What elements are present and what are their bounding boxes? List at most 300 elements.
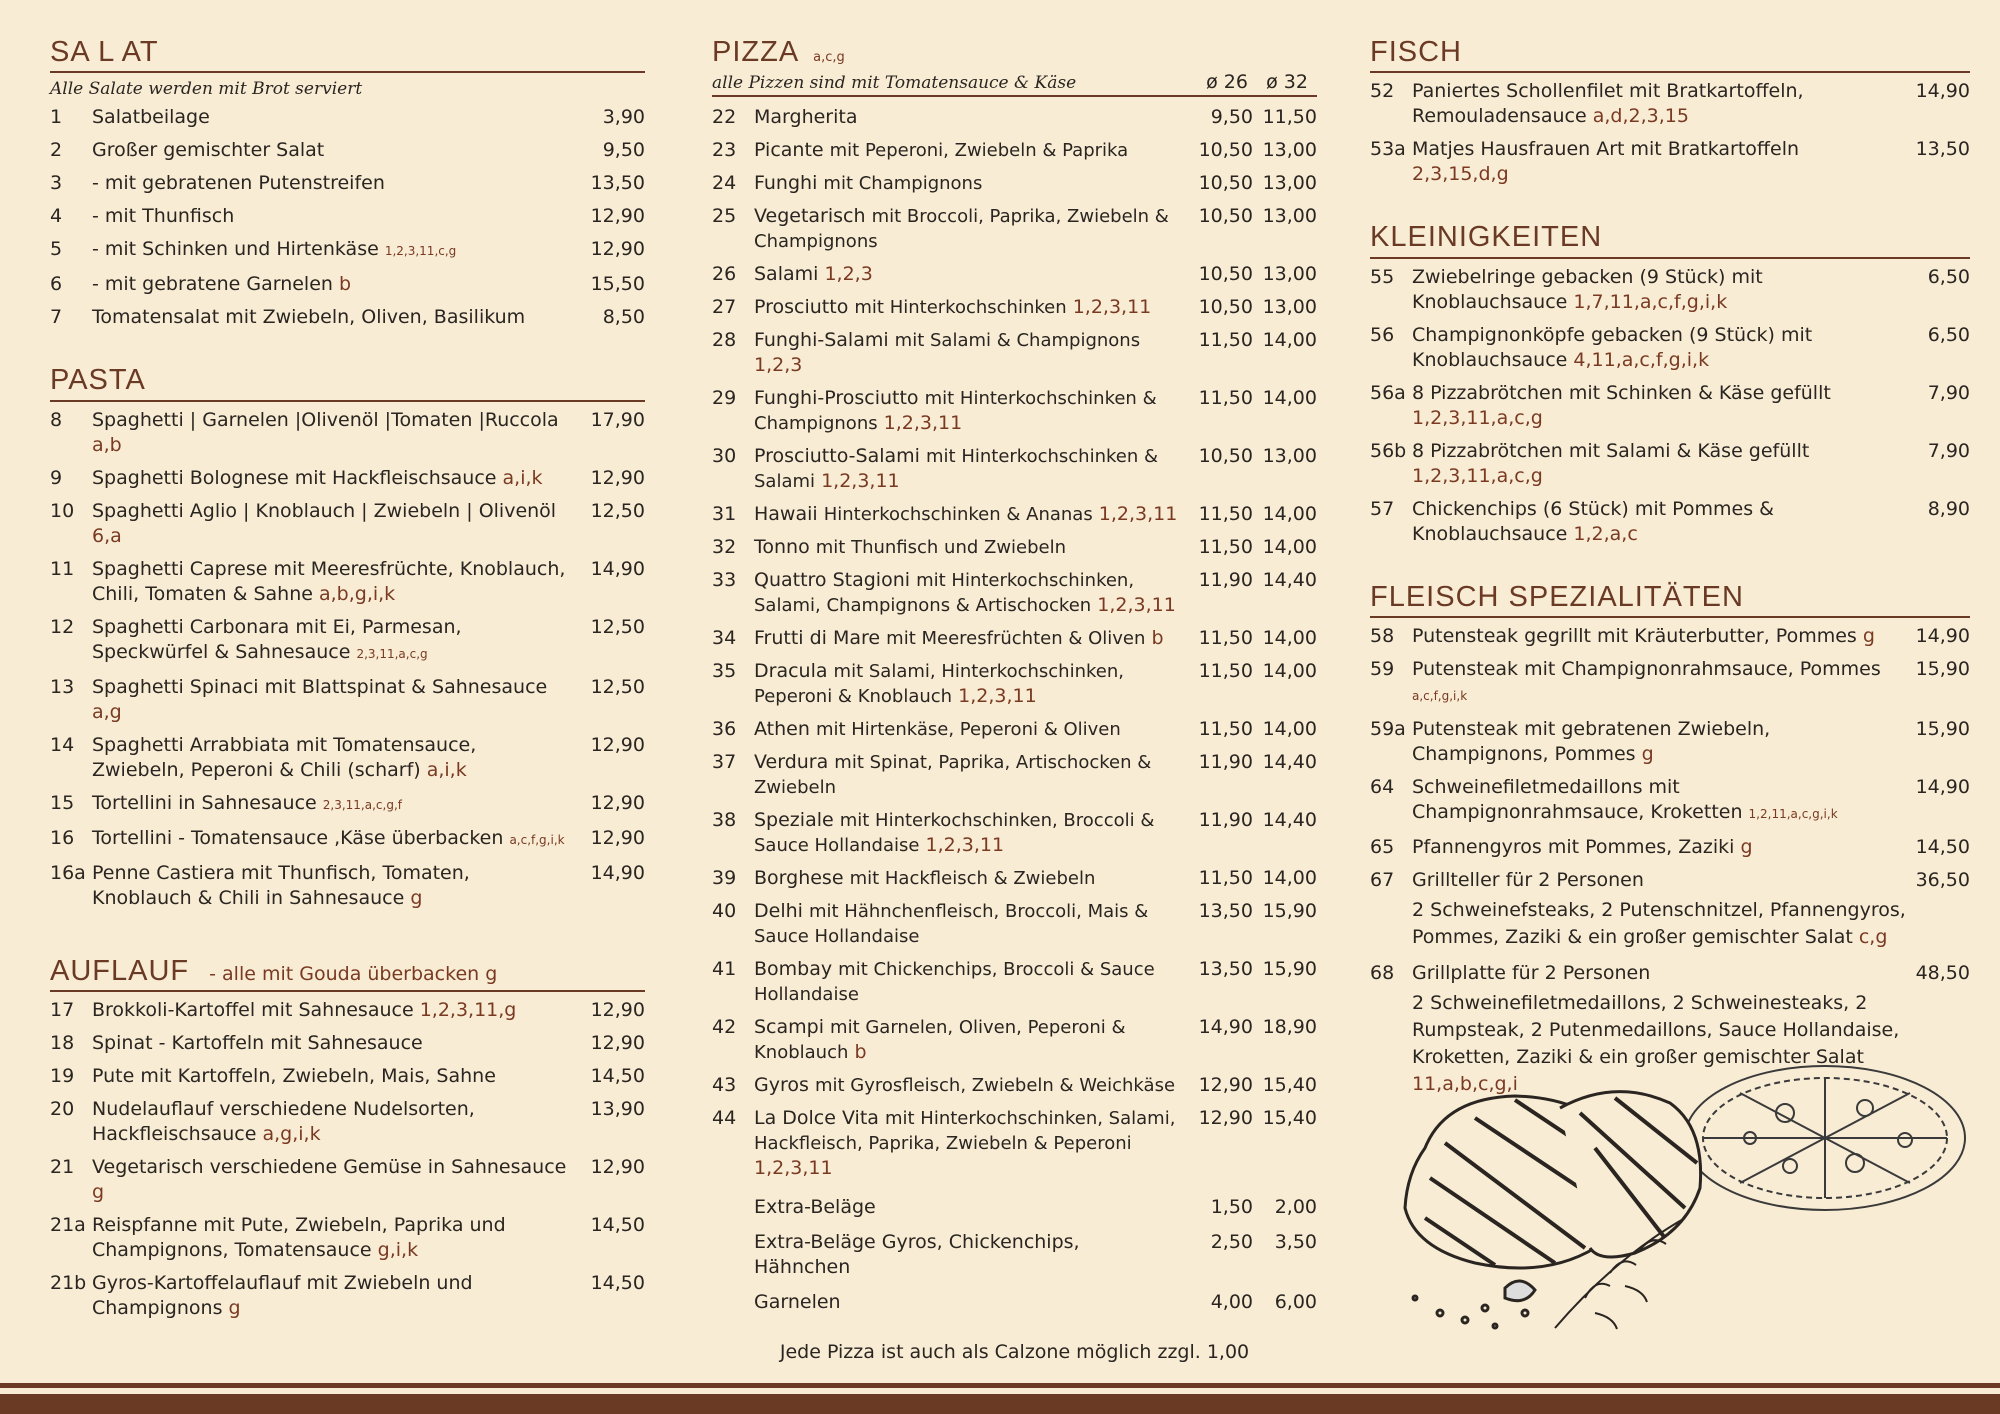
item-name: Tortellini - Tomatensauce ,Käse überbacken — [92, 826, 504, 849]
item-subtitle: mit Hinterkochschinken, Broccoli & Sauce Hollandaise — [754, 810, 1155, 857]
item-name: Großer gemischter Salat — [92, 139, 325, 162]
price-32: 14,00 — [1262, 329, 1317, 352]
allergen-codes: g — [1641, 743, 1654, 766]
item-name: Schweinefiletmedaillons mit Champignonrahmsauce, Kroketten — [1412, 776, 1743, 824]
item-number: 52 — [1370, 80, 1395, 103]
item-price: 13,50 — [1915, 138, 1970, 161]
menu-item — [712, 659, 1317, 709]
menu-item — [50, 1064, 645, 1089]
item-price: 14,50 — [590, 1272, 645, 1295]
item-subtitle: mit Spinat, Paprika, Artischocken & Zwiebeln — [754, 752, 1152, 799]
item-price: 15,90 — [1915, 718, 1970, 741]
item-description — [1412, 717, 1900, 767]
item-description — [754, 328, 1189, 378]
item-name: Spaghetti Bolognese mit Hackfleischsauce — [92, 466, 497, 489]
price-32: 14,00 — [1262, 718, 1317, 741]
footer-stripe-thin — [0, 1383, 2000, 1388]
item-subtitle: mit Salami & Champignons — [894, 330, 1141, 352]
item-description — [1412, 381, 1900, 431]
item-description — [1412, 657, 1900, 709]
price-32: 14,40 — [1262, 569, 1317, 592]
item-description — [1412, 497, 1900, 547]
item-name: La Dolce Vita — [754, 1107, 879, 1130]
price-26: 10,50 — [1198, 296, 1253, 319]
item-number: 41 — [712, 958, 737, 981]
menu-item — [50, 204, 645, 229]
item-price: 12,90 — [590, 238, 645, 261]
item-subtitle: mit Peperoni, Zwiebeln & Paprika — [829, 140, 1129, 162]
item-name: Extra-Beläge — [754, 1196, 876, 1219]
item-number: 16 — [50, 826, 75, 849]
item-name: Frutti di Mare — [754, 627, 881, 650]
allergen-codes: g — [410, 886, 423, 909]
menu-item — [712, 444, 1317, 494]
item-description — [754, 295, 1189, 320]
item-price: 12,50 — [590, 675, 645, 698]
item-price: 14,90 — [1915, 776, 1970, 799]
menu-item — [1370, 265, 1970, 315]
item-subtitle: mit Hackfleisch & Zwiebeln — [849, 868, 1096, 890]
item-price: 14,90 — [590, 861, 645, 884]
item-name: Borghese — [754, 867, 844, 890]
item-subtitle: mit Hähnchenfleisch, Broccoli, Mais & Sauce Hollandaise — [754, 901, 1149, 948]
menu-item — [712, 866, 1317, 891]
menu-item — [712, 568, 1317, 618]
pizza-subheader — [712, 71, 1317, 97]
menu-item — [50, 272, 645, 297]
price-26: 11,50 — [1198, 627, 1253, 650]
extra-row — [712, 1230, 1317, 1280]
item-description — [92, 615, 575, 667]
item-description — [754, 957, 1189, 1007]
item-number: 40 — [712, 900, 737, 923]
item-description — [92, 138, 575, 163]
item-subtitle: mit Thunfisch und Zwiebeln — [815, 537, 1067, 559]
item-price: 12,90 — [590, 1156, 645, 1179]
item-subtitle: Hinterkochschinken & Ananas — [823, 504, 1093, 526]
price-26: 11,50 — [1198, 329, 1253, 352]
allergen-codes: 2,3,11,a,c,g,f — [322, 797, 402, 812]
item-description — [92, 466, 575, 491]
allergen-codes: 1,2,3,11 — [958, 685, 1037, 708]
item-name: Putensteak gegrillt mit Kräuterbutter, Pommes — [1412, 625, 1857, 648]
footer-stripe — [0, 1394, 2000, 1414]
item-name: Pute mit Kartoffeln, Zwiebeln, Mais, Sahne — [92, 1065, 496, 1088]
menu-item — [712, 808, 1317, 858]
item-subtitle: mit Hinterkochschinken, Salami, Hackfleisch, Paprika, Zwiebeln & Peperoni — [754, 1108, 1176, 1155]
menu-item — [712, 105, 1317, 130]
menu-item — [1370, 497, 1970, 547]
item-description — [92, 1097, 575, 1147]
item-number: 53a — [1370, 138, 1406, 161]
item-number: 5 — [50, 238, 63, 261]
price-26: 10,50 — [1198, 263, 1253, 286]
item-price: 8,50 — [602, 306, 645, 329]
item-number: 20 — [50, 1098, 75, 1121]
item-subtitle: mit Chickenchips, Broccoli & Sauce Hollandaise — [754, 959, 1155, 1006]
price-26: 11,90 — [1198, 809, 1253, 832]
item-description — [92, 1213, 575, 1263]
item-name: Grillteller für 2 Personen — [1412, 869, 1644, 892]
item-name: - mit gebratene Garnelen — [92, 273, 333, 296]
price-26: 11,50 — [1198, 660, 1253, 683]
item-number: 22 — [712, 106, 737, 129]
item-description — [754, 386, 1189, 436]
item-number: 8 — [50, 408, 63, 431]
item-name: Spaghetti Spinaci mit Blattspinat & Sahnesauce — [92, 675, 548, 698]
item-description — [754, 171, 1189, 196]
menu-item — [50, 557, 645, 607]
menu-item — [50, 499, 645, 549]
extra-row — [712, 1290, 1317, 1315]
menu-item — [50, 791, 645, 818]
salat-header — [50, 36, 645, 73]
auflauf-header — [50, 955, 645, 992]
menu-item — [712, 502, 1317, 527]
item-description — [1412, 868, 1900, 893]
menu-item — [712, 386, 1317, 436]
fleisch-title: FLEISCH SPEZIALITÄTEN — [1370, 580, 1744, 613]
item-description — [1412, 624, 1900, 649]
item-price: 14,90 — [590, 557, 645, 580]
menu-item — [1370, 624, 1970, 649]
item-description — [754, 899, 1189, 949]
menu-item — [50, 826, 645, 853]
price-32: 14,00 — [1262, 387, 1317, 410]
allergen-codes: b — [1151, 627, 1164, 650]
price-32: 14,40 — [1262, 751, 1317, 774]
item-description — [1412, 265, 1900, 315]
item-number: 21b — [50, 1272, 87, 1295]
item-name: Tonno — [754, 536, 810, 559]
price-32: 13,00 — [1262, 139, 1317, 162]
price-32: 2,00 — [1274, 1196, 1317, 1219]
item-number: 18 — [50, 1032, 75, 1055]
item-number: 7 — [50, 306, 63, 329]
menu-item — [1370, 137, 1970, 187]
item-price: 12,90 — [590, 826, 645, 849]
item-price: 14,50 — [590, 1214, 645, 1237]
size-32-label: ø 32 — [1266, 71, 1308, 94]
kleinigkeiten-list — [1370, 265, 1970, 547]
food-illustration — [1385, 1058, 1970, 1358]
price-32: 13,00 — [1262, 445, 1317, 468]
pizza-header — [712, 36, 1317, 71]
item-price: 3,90 — [602, 106, 645, 129]
item-description — [92, 272, 575, 297]
item-name: - mit Thunfisch — [92, 205, 235, 228]
item-description — [754, 750, 1189, 800]
item-number: 21a — [50, 1214, 86, 1237]
item-number: 33 — [712, 569, 737, 592]
item-description — [754, 1290, 1189, 1315]
menu-item — [50, 861, 645, 911]
kleinigkeiten-section — [1370, 221, 1970, 546]
item-name: Bombay — [754, 958, 833, 981]
salat-section — [50, 36, 645, 330]
item-detail-text: 2 Schweinefsteaks, 2 Putenschnitzel, Pfannengyros, Pommes, Zaziki & ein großer gemischter Salat — [1412, 899, 1906, 949]
item-description — [754, 1195, 1189, 1220]
allergen-codes: g — [228, 1297, 241, 1320]
item-description — [1412, 137, 1900, 187]
item-number: 34 — [712, 627, 737, 650]
item-name: Tomatensalat mit Zwiebeln, Oliven, Basilikum — [92, 306, 526, 329]
item-name: Spaghetti Carbonara mit Ei, Parmesan, Speckwürfel & Sahnesauce — [92, 615, 462, 663]
item-number: 43 — [712, 1074, 737, 1097]
allergen-codes: a,b — [92, 433, 122, 456]
allergen-codes: 11,a,b,c,g,i — [1412, 1073, 1518, 1096]
item-description — [754, 717, 1189, 742]
item-price: 48,50 — [1915, 962, 1970, 985]
price-32: 13,00 — [1262, 296, 1317, 319]
price-26: 13,50 — [1198, 958, 1253, 981]
size-26-label: ø 26 — [1206, 71, 1248, 94]
menu-column-left — [50, 36, 645, 1329]
price-32: 15,40 — [1262, 1074, 1317, 1097]
item-name: Prosciutto — [754, 296, 849, 319]
menu-item — [712, 899, 1317, 949]
price-26: 12,90 — [1198, 1074, 1253, 1097]
item-number: 16a — [50, 861, 86, 884]
item-description — [92, 791, 575, 818]
menu-item — [50, 305, 645, 330]
price-26: 11,90 — [1198, 569, 1253, 592]
item-number: 58 — [1370, 625, 1395, 648]
allergen-codes: 6,a — [92, 524, 122, 547]
item-number: 68 — [1370, 962, 1395, 985]
menu-item — [712, 750, 1317, 800]
item-price: 14,50 — [1915, 836, 1970, 859]
item-name: Tortellini in Sahnesauce — [92, 791, 317, 814]
price-32: 3,50 — [1274, 1231, 1317, 1254]
price-26: 2,50 — [1210, 1231, 1253, 1254]
price-32: 14,40 — [1262, 809, 1317, 832]
item-description — [754, 626, 1189, 651]
item-number: 14 — [50, 733, 75, 756]
menu-item — [1370, 323, 1970, 373]
price-32: 14,00 — [1262, 867, 1317, 890]
allergen-codes: c,g — [1858, 926, 1888, 949]
item-name: Dracula — [754, 660, 828, 683]
item-price: 12,90 — [590, 466, 645, 489]
item-number: 59 — [1370, 658, 1395, 681]
price-26: 13,50 — [1198, 900, 1253, 923]
menu-item — [50, 171, 645, 196]
item-description — [1412, 961, 1900, 986]
item-name: Garnelen — [754, 1291, 841, 1314]
menu-item — [712, 1106, 1317, 1181]
item-name: Zwiebelringe gebacken (9 Stück) mit Knoblauchsauce — [1412, 265, 1763, 313]
menu-item — [1370, 439, 1970, 489]
price-26: 10,50 — [1198, 445, 1253, 468]
item-number: 65 — [1370, 836, 1395, 859]
item-name: Grillplatte für 2 Personen — [1412, 962, 1651, 985]
item-price: 12,90 — [590, 999, 645, 1022]
item-number: 6 — [50, 273, 63, 296]
menu-item — [50, 408, 645, 458]
auflauf-section — [50, 955, 645, 1321]
item-number: 30 — [712, 445, 737, 468]
allergen-codes: 1,2,3,11,a,c,g — [1412, 464, 1543, 487]
item-description — [1412, 835, 1900, 860]
kleinigkeiten-header — [1370, 221, 1970, 258]
item-name: Extra-Beläge Gyros, Chickenchips, Hähnchen — [754, 1231, 1080, 1279]
allergen-codes: b — [338, 273, 352, 296]
menu-item — [712, 295, 1317, 320]
menu-item — [712, 328, 1317, 378]
item-description — [754, 535, 1189, 560]
item-name: Picante — [754, 139, 824, 162]
item-price: 14,50 — [590, 1065, 645, 1088]
item-name: Pfannengyros mit Pommes, Zaziki — [1412, 836, 1735, 859]
item-subtitle: mit Hinterkochschinken & Salami — [754, 446, 1159, 493]
item-number: 24 — [712, 172, 737, 195]
pizza-icon — [1685, 1066, 1965, 1210]
item-description — [92, 861, 575, 911]
menu-item — [1370, 868, 1970, 893]
menu-item — [50, 675, 645, 725]
item-price: 15,50 — [590, 273, 645, 296]
item-number: 56 — [1370, 323, 1395, 346]
item-name: Funghi — [754, 172, 818, 195]
item-name: Scampi — [754, 1016, 824, 1039]
menu-item — [712, 717, 1317, 742]
item-number: 13 — [50, 675, 75, 698]
menu-column-right — [1370, 36, 1970, 1108]
price-32: 14,00 — [1262, 503, 1317, 526]
allergen-codes: g — [92, 1181, 105, 1204]
item-subtitle: mit Garnelen, Oliven, Peperoni & Knoblauch — [754, 1017, 1126, 1064]
item-price: 12,90 — [590, 205, 645, 228]
menu-item — [50, 1213, 645, 1263]
item-number: 26 — [712, 263, 737, 286]
item-number: 2 — [50, 139, 63, 162]
allergen-codes: 2,3,15,d,g — [1412, 163, 1509, 186]
item-description — [92, 733, 575, 783]
pizza-title-codes: a,c,g — [813, 50, 845, 65]
item-number: 23 — [712, 139, 737, 162]
price-32: 13,00 — [1262, 205, 1317, 228]
price-32: 18,90 — [1262, 1016, 1317, 1039]
item-description — [754, 866, 1189, 891]
price-32: 14,00 — [1262, 536, 1317, 559]
item-number: 29 — [712, 387, 737, 410]
item-description — [754, 105, 1189, 130]
kleinigkeiten-title: KLEINIGKEITEN — [1370, 221, 1603, 254]
item-number: 32 — [712, 536, 737, 559]
fisch-list — [1370, 79, 1970, 187]
menu-item — [712, 171, 1317, 196]
item-number: 12 — [50, 615, 75, 638]
allergen-codes: a,b,g,i,k — [318, 582, 396, 605]
price-26: 12,90 — [1198, 1107, 1253, 1130]
allergen-codes: 2,3,11,a,c,g — [356, 646, 428, 661]
item-description — [754, 808, 1189, 858]
allergen-codes: a,c,f,g,i,k — [509, 832, 565, 847]
allergen-codes: 1,2,3,11 — [883, 412, 963, 435]
menu-item — [1370, 717, 1970, 767]
item-number: 42 — [712, 1016, 737, 1039]
item-price: 8,90 — [1927, 497, 1970, 520]
fisch-title: FISCH — [1370, 36, 1462, 68]
item-description — [92, 105, 575, 130]
auflauf-title: AUFLAUF — [50, 954, 190, 987]
item-price: 12,50 — [590, 615, 645, 638]
item-price: 36,50 — [1915, 869, 1970, 892]
item-number: 21 — [50, 1156, 75, 1179]
salat-title: SA L AT — [50, 36, 159, 68]
allergen-codes: a,c,f,g,i,k — [1412, 689, 1468, 704]
item-description — [92, 237, 575, 264]
menu-item — [712, 204, 1317, 254]
item-name: Margherita — [754, 106, 858, 129]
item-name: 8 Pizzabrötchen mit Salami & Käse gefüllt — [1412, 439, 1810, 462]
item-name: Penne Castiera mit Thunfisch, Tomaten, Knoblauch & Chili in Sahnesauce — [92, 861, 470, 909]
item-name: Speziale — [754, 809, 834, 832]
item-name: Spaghetti Aglio | Knoblauch | Zwiebeln | Olivenöl — [92, 499, 557, 522]
item-description — [92, 171, 575, 196]
item-name: Salatbeilage — [92, 106, 210, 129]
allergen-codes: 1,2,a,c — [1573, 522, 1638, 545]
price-32: 15,40 — [1262, 1107, 1317, 1130]
item-name: Funghi-Salami — [754, 329, 889, 352]
allergen-codes: 1,2,3,11,g — [419, 999, 517, 1022]
item-description — [92, 499, 575, 549]
menu-item — [50, 138, 645, 163]
item-number: 4 — [50, 205, 63, 228]
menu-item — [712, 1015, 1317, 1065]
item-number: 37 — [712, 751, 737, 774]
item-name: Putensteak mit Champignonrahmsauce, Pommes — [1412, 658, 1881, 681]
pizza-extras-list — [712, 1195, 1317, 1315]
item-subtitle: mit Hinterkochschinken & Champignons — [754, 388, 1157, 435]
item-number: 57 — [1370, 497, 1395, 520]
item-price: 6,50 — [1927, 265, 1970, 288]
allergen-codes: 1,2,3,11 — [1097, 594, 1176, 617]
item-name: Spaghetti | Garnelen |Olivenöl |Tomaten |Ruccola — [92, 408, 559, 431]
menu-item — [50, 1097, 645, 1147]
item-number: 35 — [712, 660, 737, 683]
menu-item — [50, 998, 645, 1023]
item-number: 11 — [50, 557, 75, 580]
price-26: 1,50 — [1210, 1196, 1253, 1219]
item-name: Salami — [754, 263, 819, 286]
item-name: Champignonköpfe gebacken (9 Stück) mit Knoblauchsauce — [1412, 323, 1813, 371]
auflauf-subtitle: - alle mit Gouda überbacken — [209, 962, 480, 985]
item-subtitle: mit Champignons — [823, 173, 983, 195]
menu-item — [712, 138, 1317, 163]
item-name: Prosciutto-Salami — [754, 445, 920, 468]
salat-note: Alle Salate werden mit Brot serviert — [50, 79, 363, 100]
allergen-codes: a,g,i,k — [262, 1123, 321, 1146]
price-32: 6,00 — [1274, 1291, 1317, 1314]
item-description — [92, 1155, 575, 1205]
item-description — [754, 138, 1189, 163]
menu-item — [1370, 657, 1970, 709]
item-name: Spaghetti Arrabbiata mit Tomatensauce, Zwiebeln, Peperoni & Chili (scharf) — [92, 733, 477, 781]
item-description — [754, 659, 1189, 709]
item-detail — [1370, 897, 1970, 951]
allergen-codes: 1,2,3,11 — [754, 1157, 833, 1180]
allergen-codes: 1,2,3 — [754, 354, 803, 377]
menu-item — [50, 466, 645, 491]
pizza-list — [712, 105, 1317, 1181]
item-name: - mit Schinken und Hirtenkäse — [92, 238, 379, 261]
item-price: 7,90 — [1927, 439, 1970, 462]
item-number: 44 — [712, 1107, 737, 1130]
allergen-codes: 1,2,3,11 — [925, 834, 1005, 857]
item-name: Verdura — [754, 751, 829, 774]
